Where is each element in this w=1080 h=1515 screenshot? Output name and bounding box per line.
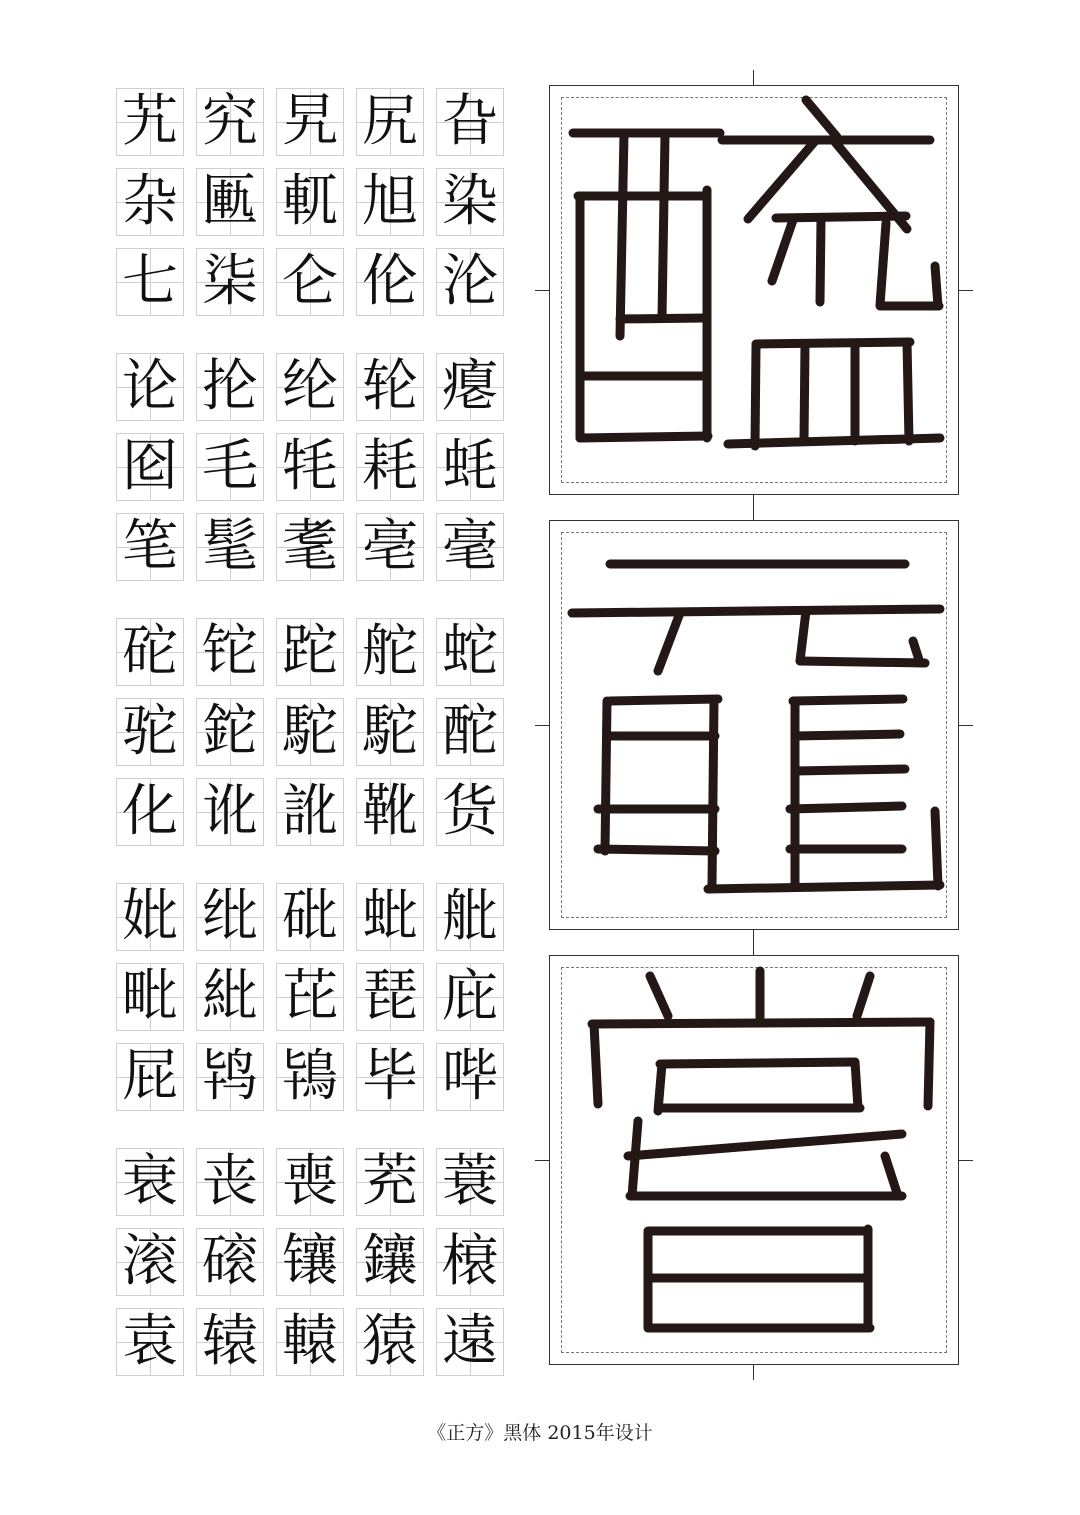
showcase-panel-2 [549, 520, 959, 930]
glyph-character: 猿 [362, 1309, 418, 1374]
glyph-cell [196, 1308, 264, 1376]
showcase-glyph-1 [550, 86, 960, 496]
glyph-character: 蓑 [442, 1149, 498, 1214]
glyph-cell [276, 698, 344, 766]
registration-mark [959, 725, 973, 726]
glyph-cell [276, 618, 344, 686]
glyph-character: 抡 [202, 354, 258, 419]
glyph-cell [356, 353, 424, 421]
glyph-cell [116, 1228, 184, 1296]
glyph-cell [196, 168, 264, 236]
glyph-character: 蚝 [442, 434, 498, 499]
glyph-cell [196, 963, 264, 1031]
glyph-character: 旮 [442, 89, 498, 154]
registration-mark [535, 725, 549, 726]
glyph-character: 铊 [202, 619, 258, 684]
glyph-character: 哔 [442, 1044, 498, 1109]
glyph-cell [196, 618, 264, 686]
glyph-cell [356, 433, 424, 501]
glyph-cell [196, 1148, 264, 1216]
glyph-cell [196, 353, 264, 421]
glyph-cell [276, 778, 344, 846]
glyph-character: 纶 [282, 354, 338, 419]
glyph-character: 袁 [122, 1309, 178, 1374]
glyph-cell [356, 168, 424, 236]
glyph-cell [196, 248, 264, 316]
glyph-cell [196, 88, 264, 156]
glyph-cell [436, 1308, 504, 1376]
glyph-cell [116, 433, 184, 501]
glyph-character: 砒 [282, 884, 338, 949]
glyph-cell [196, 883, 264, 951]
glyph-cell [276, 963, 344, 1031]
glyph-cell [276, 513, 344, 581]
glyph-cell [276, 1228, 344, 1296]
glyph-cell [196, 1043, 264, 1111]
glyph-character: 艽 [122, 89, 178, 154]
glyph-cell [436, 963, 504, 1031]
glyph-character: 旯 [282, 89, 338, 154]
glyph-character: 匭 [202, 169, 258, 234]
glyph-cell [356, 1228, 424, 1296]
glyph-cell [196, 433, 264, 501]
glyph-character: 沦 [442, 249, 498, 314]
glyph-cell [116, 168, 184, 236]
glyph-character: 轅 [282, 1309, 338, 1374]
glyph-cell [116, 963, 184, 1031]
glyph-character: 化 [122, 779, 178, 844]
glyph-character: 笔 [122, 514, 178, 579]
glyph-character: 蚍 [362, 884, 418, 949]
glyph-character: 究 [202, 89, 258, 154]
glyph-cell [276, 88, 344, 156]
glyph-character: 鸨 [202, 1044, 258, 1109]
glyph-cell [436, 1148, 504, 1216]
glyph-cell [356, 883, 424, 951]
glyph-cell [116, 88, 184, 156]
glyph-character: 鉈 [202, 699, 258, 764]
registration-mark [753, 1365, 754, 1380]
glyph-character: 旭 [362, 169, 418, 234]
showcase-glyph-3 [550, 956, 960, 1366]
glyph-character: 鑲 [362, 1229, 418, 1294]
registration-mark [753, 495, 754, 520]
glyph-character: 駝 [282, 699, 338, 764]
glyph-character: 论 [122, 354, 178, 419]
glyph-cell [436, 168, 504, 236]
glyph-cell [116, 353, 184, 421]
glyph-cell [356, 1043, 424, 1111]
glyph-character: 蛇 [442, 619, 498, 684]
glyph-character: 纰 [202, 884, 258, 949]
glyph-cell [276, 433, 344, 501]
glyph-character: 滚 [122, 1229, 178, 1294]
glyph-character: 酡 [442, 699, 498, 764]
showcase-panel-3 [549, 955, 959, 1365]
glyph-cell [116, 1043, 184, 1111]
glyph-character: 货 [442, 779, 498, 844]
glyph-character: 囵 [122, 434, 178, 499]
glyph-character: 七 [122, 249, 178, 314]
glyph-cell [436, 248, 504, 316]
glyph-character: 榱 [442, 1229, 498, 1294]
glyph-character: 辕 [202, 1309, 258, 1374]
glyph-character: 跎 [282, 619, 338, 684]
glyph-cell [436, 1043, 504, 1111]
glyph-cell [196, 1228, 264, 1296]
glyph-character: 轮 [362, 354, 418, 419]
glyph-cell [356, 1148, 424, 1216]
glyph-cell [356, 88, 424, 156]
glyph-cell [356, 963, 424, 1031]
glyph-cell [356, 698, 424, 766]
glyph-character: 遠 [442, 1309, 498, 1374]
glyph-character: 柒 [202, 249, 258, 314]
glyph-cell [276, 168, 344, 236]
page-caption: 《正方》黑体 2015年设计 [427, 1422, 653, 1444]
glyph-cell [116, 778, 184, 846]
glyph-cell [436, 88, 504, 156]
glyph-cell [356, 778, 424, 846]
glyph-character: 砣 [122, 619, 178, 684]
glyph-character: 琵 [362, 964, 418, 1029]
glyph-character: 毫 [442, 514, 498, 579]
glyph-character: 髦 [202, 514, 258, 579]
glyph-character: 杂 [122, 169, 178, 234]
glyph-character: 尻 [362, 89, 418, 154]
glyph-cell [116, 1308, 184, 1376]
glyph-character: 駝 [362, 699, 418, 764]
glyph-character: 毗 [122, 964, 178, 1029]
registration-mark [959, 1160, 973, 1161]
glyph-character: 染 [442, 169, 498, 234]
glyph-cell [356, 618, 424, 686]
glyph-character: 伦 [362, 249, 418, 314]
glyph-cell [436, 883, 504, 951]
glyph-character: 毕 [362, 1044, 418, 1109]
glyph-cell [116, 248, 184, 316]
glyph-character: 衰 [122, 1149, 178, 1214]
glyph-cell [356, 1308, 424, 1376]
glyph-cell [196, 513, 264, 581]
glyph-cell [276, 1043, 344, 1111]
glyph-character: 镶 [282, 1229, 338, 1294]
glyph-cell [436, 698, 504, 766]
glyph-character: 芘 [282, 964, 338, 1029]
glyph-cell [356, 248, 424, 316]
glyph-character: 喪 [282, 1149, 338, 1214]
glyph-cell [436, 618, 504, 686]
glyph-character: 讹 [202, 779, 258, 844]
glyph-character: 耄 [282, 514, 338, 579]
glyph-character: 丧 [202, 1149, 258, 1214]
glyph-character: 屁 [122, 1044, 178, 1109]
glyph-character: 訛 [282, 779, 338, 844]
glyph-character: 驼 [122, 699, 178, 764]
glyph-cell [116, 883, 184, 951]
glyph-character: 妣 [122, 884, 178, 949]
glyph-cell [436, 513, 504, 581]
glyph-character: 茺 [362, 1149, 418, 1214]
glyph-cell [116, 1148, 184, 1216]
glyph-character: 舭 [442, 884, 498, 949]
glyph-character: 磙 [202, 1229, 258, 1294]
glyph-cell [116, 513, 184, 581]
glyph-cell [196, 698, 264, 766]
glyph-character: 軏 [282, 169, 338, 234]
showcase-glyph-2 [550, 521, 960, 931]
glyph-cell [276, 1148, 344, 1216]
glyph-cell [436, 1228, 504, 1296]
registration-mark [535, 290, 549, 291]
glyph-cell [356, 513, 424, 581]
glyph-specimen-grid [0, 0, 520, 1400]
glyph-character: 靴 [362, 779, 418, 844]
glyph-character: 毛 [202, 434, 258, 499]
glyph-character: 瘪 [442, 354, 498, 419]
glyph-cell [276, 248, 344, 316]
glyph-cell [436, 778, 504, 846]
glyph-character: 舵 [362, 619, 418, 684]
registration-mark [959, 290, 973, 291]
glyph-character: 亳 [362, 514, 418, 579]
registration-mark [753, 70, 754, 85]
glyph-character: 牦 [282, 434, 338, 499]
glyph-character: 耗 [362, 434, 418, 499]
registration-mark [535, 1160, 549, 1161]
glyph-character: 仑 [282, 249, 338, 314]
glyph-cell [116, 618, 184, 686]
glyph-character: 庇 [442, 964, 498, 1029]
glyph-cell [196, 778, 264, 846]
glyph-cell [436, 353, 504, 421]
registration-mark [753, 930, 754, 955]
glyph-cell [276, 353, 344, 421]
glyph-cell [276, 1308, 344, 1376]
glyph-character: 紕 [202, 964, 258, 1029]
glyph-cell [276, 883, 344, 951]
glyph-character: 鴇 [282, 1044, 338, 1109]
glyph-cell [436, 433, 504, 501]
showcase-panel-1 [549, 85, 959, 495]
glyph-cell [116, 698, 184, 766]
